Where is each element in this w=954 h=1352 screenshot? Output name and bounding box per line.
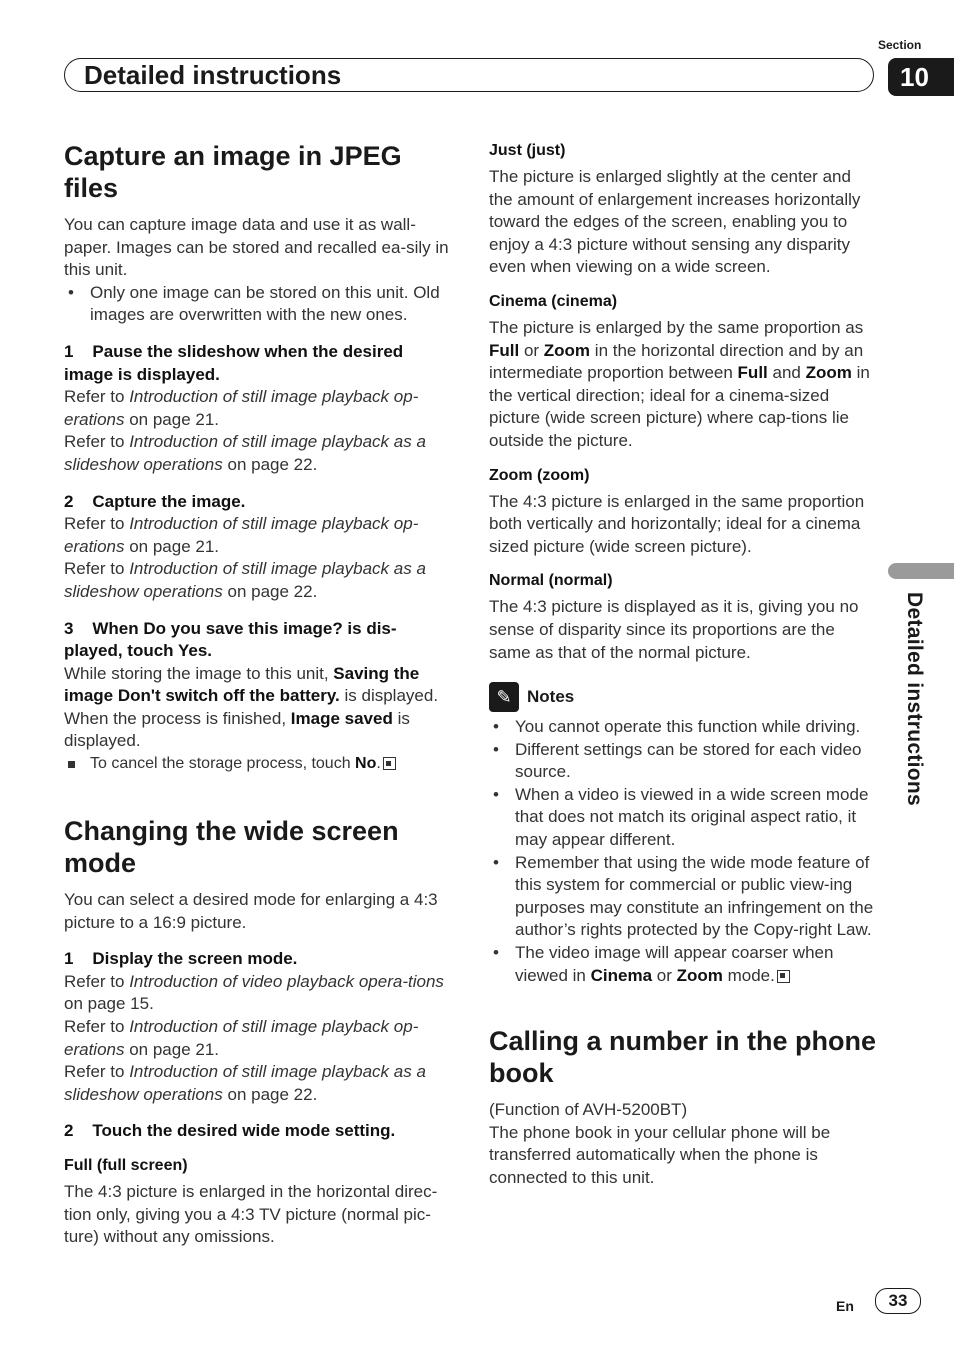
bold-run: No — [355, 755, 377, 773]
bold-run: Cinema — [590, 965, 653, 985]
step-number: 1 — [64, 341, 74, 361]
ref-link[interactable]: Introduction of still image playback op-erations — [64, 514, 419, 556]
mode-normal-title: Normal (normal) — [489, 572, 613, 590]
phone-heading: Calling a number in the phone book — [489, 1026, 877, 1089]
bold-run: Zoom — [543, 340, 591, 360]
ref-suffix: on page 22. — [222, 581, 318, 601]
text-run: is displayed. When the process is finished, — [64, 686, 439, 728]
step-label: Touch the desired wide mode setting. — [92, 1121, 396, 1141]
text-run: in the horizontal direction and by an intermediate proportion between — [489, 340, 864, 383]
bold-run: Full — [489, 340, 520, 360]
page-title: Detailed instructions — [84, 60, 342, 90]
jpeg-step-1 — [64, 341, 454, 386]
ref-suffix: on page 15. — [64, 994, 154, 1014]
left-column — [64, 140, 454, 1249]
ref-prefix: Refer to — [64, 559, 130, 579]
step-label: When Do you save this image? is dis-played, touch Yes. — [64, 618, 397, 661]
right-column — [489, 140, 879, 1190]
jpeg-intro: You can capture image data and use it as wall-paper. Images can be stored and recalled ea-sily in this unit. — [64, 215, 449, 280]
step-number: 2 — [64, 1121, 74, 1141]
bold-run: Saving the image Don't switch off the battery. — [64, 663, 420, 706]
wide-ref3 — [64, 1061, 454, 1106]
pencil-icon: ✎ — [489, 682, 519, 712]
side-tab-marker — [888, 563, 954, 579]
end-mark-icon — [777, 970, 790, 983]
jpeg-step1-ref1 — [64, 386, 454, 431]
side-tab-label: Detailed instructions — [903, 592, 926, 807]
bold-run: Zoom — [676, 965, 723, 985]
mode-zoom-text: The 4:3 picture is enlarged in the same proportion both vertically and horizontally; ideal for a cinema sized picture (wide screen picture). — [489, 491, 865, 556]
note-item: • When a video is viewed in a wide screen mode that does not match its original aspect ratio, it may appear different. — [489, 784, 879, 852]
ref-prefix: Refer to — [64, 432, 130, 452]
mode-cinema-text — [489, 317, 879, 453]
mode-full-text: The 4:3 picture is enlarged in the horizontal direc-tion only, giving you a 4:3 TV picture (normal pic-ture) without any omissions. — [64, 1182, 438, 1247]
text-run: or — [652, 965, 677, 985]
bold-run: Zoom — [805, 363, 852, 383]
step-label: Capture the image. — [92, 491, 246, 511]
end-mark-icon — [383, 757, 396, 770]
mode-normal-text: The 4:3 picture is displayed as it is, giving you no sense of disparity since its proportions are the same as that of the normal picture. — [489, 597, 859, 662]
section-number: 10 — [888, 58, 954, 96]
notes-label: Notes — [527, 687, 575, 707]
mode-just-title: Just (just) — [489, 142, 566, 159]
step-number: 1 — [64, 949, 74, 969]
ref-suffix: on page 21. — [124, 1039, 220, 1059]
text-run: While storing the image to this unit, — [64, 663, 334, 683]
jpeg-step2-ref2 — [64, 558, 454, 603]
ref-suffix: on page 21. — [124, 409, 220, 429]
jpeg-step-2 — [64, 491, 454, 514]
text-run: To cancel the storage process, touch — [90, 755, 356, 773]
mode-just-text: The picture is enlarged slightly at the center and the amount of enlargement increases horizontally toward the edges of the screen, enabling you to enjoy a 4:3 picture without sensing any disparity even when viewing on a wide screen. — [489, 167, 861, 277]
ref-prefix: Refer to — [64, 514, 130, 534]
ref-suffix: on page 21. — [124, 536, 220, 556]
section-label: Section — [878, 38, 922, 52]
jpeg-heading: Capture an image in JPEG files — [64, 141, 402, 203]
text-run: The picture is enlarged by the same proportion as — [489, 317, 864, 337]
language-label: En — [836, 1298, 854, 1314]
phone-text: The phone book in your cellular phone will be transferred automatically when the phone is connected to this unit. — [489, 1122, 831, 1187]
ref-suffix: on page 22. — [222, 1084, 318, 1104]
mode-cinema-title: Cinema (cinema) — [489, 292, 618, 310]
note-item: • You cannot operate this function while driving. — [489, 716, 879, 739]
text-run: is displayed. — [64, 708, 410, 751]
ref-link[interactable]: Introduction of still image playback as a slideshow operations — [64, 1062, 426, 1104]
step-number: 3 — [64, 618, 74, 638]
wide-step-2 — [64, 1120, 454, 1143]
ref-link[interactable]: Introduction of still image playback as a slideshow operations — [64, 432, 426, 474]
jpeg-step-3 — [64, 618, 454, 663]
page-number: 33 — [875, 1288, 921, 1314]
cancel-note — [64, 753, 454, 775]
mode-full-title: Full (full screen) — [64, 1157, 188, 1174]
wide-ref2 — [64, 1016, 454, 1061]
jpeg-step3-text — [64, 663, 454, 753]
mode-zoom-title: Zoom (zoom) — [489, 466, 590, 484]
text-run: The video image will appear coarser when viewed in — [515, 943, 834, 985]
note-item: • Different settings can be stored for each video source. — [489, 739, 879, 784]
note-item: • Remember that using the wide mode feature of this system for commercial or public view-ing purposes may constitute an infringement on the author’s rights protected by the Copy-right Law. — [489, 852, 879, 942]
notes-header — [489, 682, 879, 712]
ref-prefix: Refer to — [64, 387, 130, 407]
wide-step-1 — [64, 948, 454, 971]
text-run: . — [376, 755, 381, 773]
ref-link[interactable]: Introduction of still image playback op-erations — [64, 1017, 419, 1059]
ref-link[interactable]: Introduction of still image playback op-erations — [64, 387, 419, 429]
wide-ref1 — [64, 971, 454, 1016]
step-label: Display the screen mode. — [92, 949, 298, 969]
jpeg-bullet: • Only one image can be stored on this unit. Old images are overwritten with the new ones. — [64, 282, 454, 327]
step-label: Pause the slideshow when the desired image is displayed. — [64, 341, 404, 384]
step-number: 2 — [64, 491, 74, 511]
jpeg-step2-ref1 — [64, 513, 454, 558]
text-run: in the vertical direction; ideal for a cinema-sized picture (wide screen picture) where cap-tions lie outside the picture. — [489, 363, 870, 450]
ref-prefix: Refer to — [64, 1017, 130, 1037]
ref-link[interactable]: Introduction of video playback opera-tions — [129, 971, 444, 991]
jpeg-step1-ref2 — [64, 431, 454, 476]
ref-suffix: on page 22. — [222, 454, 318, 474]
ref-link[interactable]: Introduction of still image playback as a slideshow operations — [64, 559, 426, 601]
note-item — [489, 942, 879, 987]
wide-intro: You can select a desired mode for enlarging a 4:3 picture to a 16:9 picture. — [64, 890, 438, 932]
bold-run: Full — [737, 363, 768, 383]
wide-heading: Changing the wide screen mode — [64, 816, 399, 879]
ref-prefix: Refer to — [64, 971, 130, 991]
text-run: or — [519, 340, 544, 360]
phone-function: (Function of AVH-5200BT) — [489, 1100, 688, 1120]
ref-prefix: Refer to — [64, 1062, 130, 1082]
text-run: mode. — [722, 965, 775, 985]
bold-run: Image saved — [290, 708, 393, 728]
text-run: and — [767, 363, 806, 383]
